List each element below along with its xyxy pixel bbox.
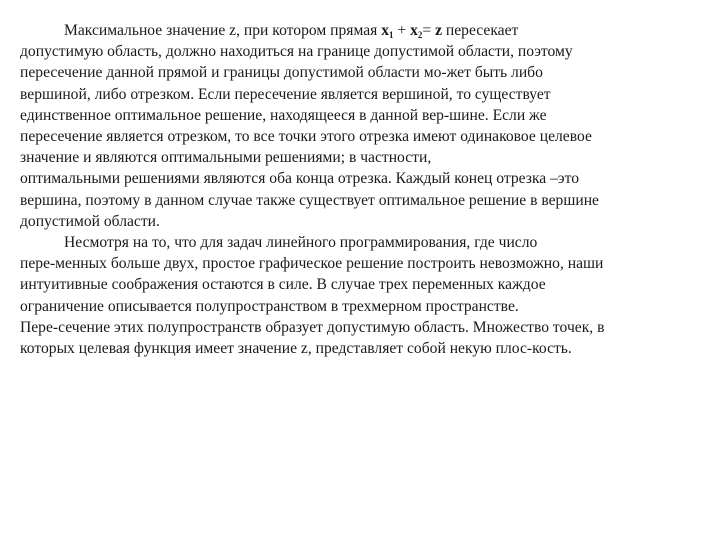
paragraph-1-line: оптимальными решениями являются оба конца отрезка. Каждый конец отрезка –это — [20, 170, 580, 188]
formula-z: z — [435, 22, 443, 39]
paragraph-1-line: допустимую область, должно находиться на границе допустимой области, поэтому — [20, 43, 573, 61]
paragraph-2-line: которых целевая функция имеет значение z, представляет собой некую плос-кость. — [20, 340, 572, 358]
paragraph-1-line: пересечение является отрезком, то все точки этого отрезка имеют одинаковое целевое — [20, 128, 592, 146]
paragraph-2-line: пере-менных больше двух, простое графическое решение построить невозможно, наши — [20, 255, 604, 273]
formula-subscript: 2 — [417, 30, 423, 40]
paragraph-1-line-1 — [20, 20, 704, 41]
paragraph-1-line: значение и являются оптимальными решениями; в частности, — [20, 149, 432, 167]
formula-var: x — [381, 22, 389, 39]
paragraph-2-line: интуитивные соображения остаются в силе. В случае трех переменных каждое — [20, 276, 546, 294]
paragraph-2-line: Пере-сечение этих полупространств образует допустимую область. Множество точек, в — [20, 318, 605, 336]
formula-operator: + — [393, 22, 411, 39]
text-run: Максимальное значение z, при котором прямая — [64, 22, 382, 39]
paragraph-1-line: допустимой области. — [20, 212, 160, 230]
formula-operator: = — [422, 22, 436, 39]
formula-x1 — [381, 22, 393, 39]
text-run: пересекает — [442, 22, 519, 39]
formula-subscript: 1 — [389, 30, 394, 40]
formula-x2 — [410, 22, 422, 39]
formula-var: x — [410, 22, 418, 39]
paragraph-1-line: вершина, поэтому в данном случае также существует оптимальное решение в вершине — [20, 191, 599, 209]
paragraph-2-line-1: Несмотря на то, что для задач линейного программирования, где число — [64, 234, 538, 252]
paragraph-1-line: пересечение данной прямой и границы допустимой области мо-жет быть либо — [20, 64, 543, 82]
paragraph-1-line: единственное оптимальное решение, находящееся в данной вер-шине. Если же — [20, 106, 547, 124]
text-body — [20, 20, 704, 359]
paragraph-2-line: ограничение описывается полупространством в трехмерном пространстве. — [20, 297, 519, 315]
paragraph-1-line: вершиной, либо отрезком. Если пересечение является вершиной, то существует — [20, 85, 551, 103]
